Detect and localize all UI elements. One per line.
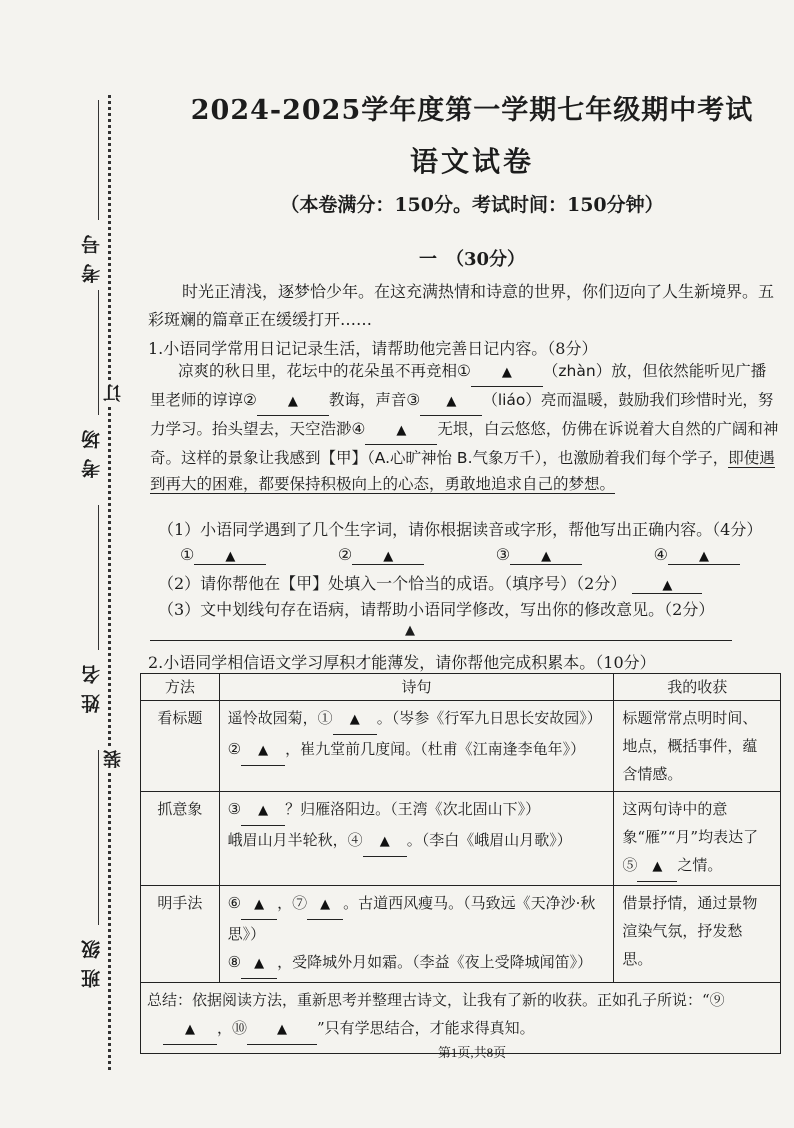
answer-slot-4[interactable]: ④ ▲ <box>654 545 740 565</box>
exam-title: 2024-2025学年度第一学期七年级期中考试 <box>190 95 754 126</box>
revision-answer-line[interactable] <box>150 640 732 641</box>
blank-verse-6[interactable]: ▲ <box>241 889 277 920</box>
summary-cell: 总结：依据阅读方法，重新思考并整理古诗文，让我有了新的收获。正如孔子所说：“⑨ ▲ ，⑩ ▲ ”只有学思结合，才能求得真知。 <box>141 983 781 1054</box>
question-1-stem: 1.小语同学常用日记记录生活，请帮助他完善日记内容。（8分） <box>148 339 598 358</box>
gain-cell: 这两句诗中的意象“雁”“月”均表达了⑤ ▲ 之情。 <box>614 792 781 886</box>
diary-text-pinyin1: （zhàn）放，但依然能听见广播里老师的谆谆② <box>150 362 767 409</box>
binding-dotted-line <box>108 95 111 1070</box>
verse-cell: 遥怜故园菊，① ▲ 。（岑参《行军九日思长安故园》） ② ▲ ，崔九堂前几度闻。（杜甫《江南逢李龟年》） <box>219 701 614 792</box>
table-row <box>141 886 781 983</box>
question-2-stem: 2.小语同学相信语文学习厚积才能薄发，请你帮他完成积累本。（10分） <box>148 653 656 672</box>
blank-verse-9[interactable]: ▲ <box>163 1014 217 1045</box>
sub-question-3: （3）文中划线句存在语病，请帮助小语同学修改，写出你的修改意见。（2分） <box>158 600 715 619</box>
exam-room-label: 考场 <box>81 420 103 478</box>
blank-3[interactable] <box>420 387 482 416</box>
header-gain: 我的收获 <box>614 674 781 701</box>
table-row <box>141 792 781 886</box>
verse-cell: ③ ▲ ？归雁洛阳边。（王湾《次北固山下》） 峨眉山月半轮秋，④ ▲ 。（李白《峨眉山月歌》） <box>219 792 614 886</box>
sub-question-1: （1）小语同学遇到了几个生字词，请你根据读音或字形，帮他写出正确内容。（4分） <box>158 520 763 539</box>
name-label: 姓名 <box>81 655 103 713</box>
binding-mark-zhuang: 装 <box>101 748 127 770</box>
blank-1[interactable] <box>471 358 543 387</box>
method-cell: 看标题 <box>141 701 220 792</box>
header-verse: 诗句 <box>219 674 614 701</box>
exam-room-line <box>98 290 99 415</box>
section-heading: 一 （30分） <box>418 249 526 270</box>
diary-text-a: 凉爽的秋日里，花坛中的花朵虽不再竞相① <box>178 362 471 380</box>
table-row <box>141 701 781 792</box>
table-header-row <box>141 674 781 701</box>
diary-passage <box>150 358 780 497</box>
blank-4[interactable] <box>365 416 437 445</box>
method-cell: 明手法 <box>141 886 220 983</box>
gain-cell: 借景抒情，通过景物渲染气氛，抒发愁思。 <box>614 886 781 983</box>
gain-cell: 标题常常点明时间、地点，概括事件，蕴含情感。 <box>614 701 781 792</box>
diary-text-b: 教诲，声音③ <box>328 391 421 409</box>
answer-slot-jia[interactable]: ▲ <box>632 574 702 594</box>
page-footer: 第1页,共8页 <box>437 1045 507 1060</box>
blank-verse-5[interactable]: ▲ <box>637 851 677 882</box>
blank-verse-8[interactable]: ▲ <box>241 948 277 979</box>
exam-number-label: 考号 <box>81 225 103 283</box>
header-method: 方法 <box>141 674 220 701</box>
class-label: 班级 <box>81 930 103 988</box>
triangle-mark: ▲ <box>501 365 512 380</box>
exam-subtitle: 语文试卷 <box>409 145 534 178</box>
triangle-mark: ▲ <box>287 394 298 409</box>
diary-text-c: 无垠，白云悠悠，仿佛在诉说着大自然的广阔和神奇。这样的景象让我感到【甲】（A.心旷神怡 B.气象万千），也激励着我们每个学子， <box>150 420 779 467</box>
triangle-mark: ▲ <box>396 423 407 438</box>
blank-verse-3[interactable]: ▲ <box>241 795 285 826</box>
binding-mark-ding: 订 <box>101 382 127 404</box>
sub-question-2: （2）请你帮他在【甲】处填入一个恰当的成语。（填序号）（2分） ▲ <box>158 571 702 594</box>
blank-verse-2[interactable]: ▲ <box>241 735 285 766</box>
blank-verse-4[interactable]: ▲ <box>363 826 407 857</box>
blank-verse-7[interactable]: ▲ <box>307 889 343 920</box>
diary-text-pinyin3: （liáo）亮而温暖，鼓励我们珍惜时光，努力学习。抬头望去，天空浩渺④ <box>150 391 774 438</box>
underlined-sentence: 即使遇到再大的困难，都要保持积极向上的心态，勇敢地追求自己的梦想。 <box>150 449 775 493</box>
verse-cell: ⑥ ▲ ，⑦ ▲ 。古道西风瘦马。（马致远《天净沙·秋思》） ⑧ ▲ ，受降城外月如霜。（李益《夜上受降城闻笛》） <box>219 886 614 983</box>
blank-2[interactable] <box>257 387 329 416</box>
answer-slot-1[interactable]: ① ▲ <box>180 545 266 565</box>
blank-verse-1[interactable]: ▲ <box>333 704 377 735</box>
accumulation-table <box>140 673 781 1054</box>
class-line <box>98 750 99 925</box>
exam-note: （本卷满分：150分。考试时间：150分钟） <box>280 194 664 216</box>
answer-slot-3[interactable]: ③ ▲ <box>496 545 582 565</box>
triangle-mark: ▲ <box>446 394 457 409</box>
blank-verse-10[interactable]: ▲ <box>247 1014 317 1045</box>
answer-slot-2[interactable]: ② ▲ <box>338 545 424 565</box>
name-line <box>98 505 99 650</box>
intro-paragraph: 时光正清浅，逐梦恰少年。在这充满热情和诗意的世界，你们迈向了人生新境界。五彩斑斓的篇章正在缓缓打开…… <box>148 282 775 329</box>
method-cell: 抓意象 <box>141 792 220 886</box>
blank-answer-row <box>180 545 740 565</box>
triangle-mark: ▲ <box>405 623 415 638</box>
exam-number-line <box>98 100 99 220</box>
